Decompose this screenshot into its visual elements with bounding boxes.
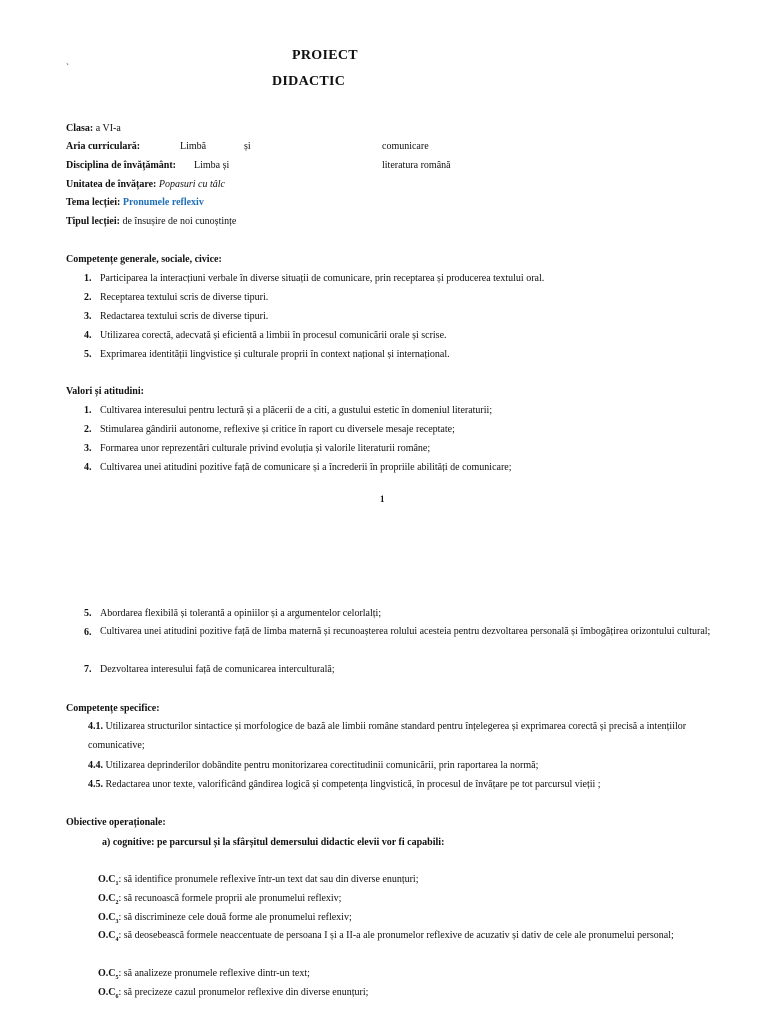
objective-index: 1	[115, 881, 119, 887]
aria-value-1: Limbă	[180, 141, 207, 152]
objective-text: : să deosebească formele neaccentuate de persoana I și a II-a ale pronumelor reflexive de acuzativ și dativ de cele ale pronumelui personal;	[118, 930, 674, 941]
list-item-text: Exprimarea identității lingvistice și culturale proprii în context național și internațional.	[100, 349, 450, 360]
objective-index: 2	[115, 900, 119, 906]
list-item-text: Cultivarea interesului pentru lectură și a plăcerii de a citi, a gustului estetic în domeniul literaturii;	[100, 405, 493, 416]
list-item-text: Redactarea textului scris de diverse tipuri.	[100, 311, 269, 322]
objective-text: : să recunoască formele proprii ale pronumelui reflexiv;	[118, 893, 342, 904]
list-item-number: 4.5.	[88, 779, 103, 790]
list-item-text: Abordarea flexibilă și tolerantă a opiniilor și a argumentelor celorlalți;	[100, 608, 382, 619]
list-item-text: Utilizarea corectă, adecvată și eficientă a limbii în procesul comunicării orale și scrise.	[100, 330, 447, 341]
disciplina-label: Disciplina de învățământ:	[66, 160, 177, 171]
unitatea-value: Popasuri cu tâlc	[158, 179, 225, 190]
tipul-value: de însușire de noi cunoștințe	[119, 216, 237, 227]
tipul-label: Tipul lecției:	[66, 216, 120, 227]
list-item-number: 3.	[84, 443, 92, 454]
objective-text: : să analizeze pronumele reflexive dintr-un text;	[118, 968, 310, 979]
list-item	[88, 760, 538, 771]
list-item-text: Receptarea textului scris de diverse tipuri.	[100, 292, 269, 303]
list-item-number: 5.	[84, 608, 92, 619]
list-item-number: 5.	[84, 349, 92, 360]
objective-code: O.C	[98, 874, 116, 885]
clasa-value: a VI-a	[93, 123, 121, 134]
stray-mark: `	[66, 62, 69, 72]
list-item-text: Dezvoltarea interesului față de comunicarea interculturală;	[100, 664, 335, 675]
tema-label: Tema lecției:	[66, 197, 121, 208]
tema-line	[66, 197, 204, 208]
list-item-text: Stimularea gândirii autonome, reflexive și critice în raport cu diversele mesaje receptate;	[100, 424, 455, 435]
obiective-heading: Obiective operaționale:	[66, 817, 166, 828]
title-line-2: DIDACTIC	[272, 74, 346, 89]
list-item-number: 4.	[84, 462, 92, 473]
page-number: 1	[380, 494, 385, 504]
aria-label: Aria curriculară:	[66, 141, 141, 152]
list-item	[88, 779, 601, 790]
objective-text: : să discrimineze cele două forme ale pronumelui reflexiv;	[118, 912, 352, 923]
list-item-number: 1.	[84, 405, 92, 416]
list-item-number: 4.	[84, 330, 92, 341]
objective-item	[98, 968, 310, 981]
list-item-text: Formarea unor reprezentări culturale privind evoluția și valorile literaturii române;	[100, 443, 431, 454]
objective-code: O.C	[98, 912, 116, 923]
list-item-text: Utilizarea structurilor sintactice și morfologice de bază ale limbii române standard pentru înțelegerea și exprimarea corectă și precisă a intențiilor comunicative;	[88, 721, 687, 751]
objective-code: O.C	[98, 968, 116, 979]
list-item-text: Redactarea unor texte, valorificând gândirea logică și competența lingvistică, în procesul de învățare pe tot parcursul vieții ;	[103, 779, 601, 790]
clasa-line	[66, 123, 121, 134]
list-item-number: 4.4.	[88, 760, 103, 771]
objective-index: 4	[115, 937, 119, 943]
objective-item	[98, 912, 352, 925]
competente-generale-heading: Competențe generale, sociale, civice:	[66, 254, 222, 265]
competente-specifice-heading: Competențe specifice:	[66, 703, 160, 714]
list-item-text: Participarea la interacțiuni verbale în diverse situații de comunicare, prin receptarea și producerea textului oral.	[100, 273, 545, 284]
objective-text: : să precizeze cazul pronumelor reflexive din diverse enunțuri;	[118, 987, 369, 998]
aria-value-3: comunicare	[382, 141, 429, 152]
objective-index: 3	[115, 919, 119, 925]
objective-code: O.C	[98, 893, 116, 904]
tipul-line	[66, 216, 236, 227]
objective-index: 6	[115, 994, 119, 1000]
list-item-number: 2.	[84, 292, 92, 303]
list-item-text: Cultivarea unei atitudini pozitive față de comunicare și a încrederii în propriile abilități de comunicare;	[100, 462, 512, 473]
objective-index: 5	[115, 975, 119, 981]
disciplina-value-2: literatura română	[382, 160, 451, 171]
tema-value: Pronumele reflexiv	[122, 197, 204, 208]
list-item-number: 2.	[84, 424, 92, 435]
clasa-label: Clasa:	[66, 123, 94, 134]
unitatea-label: Unitatea de învățare:	[66, 179, 157, 190]
objective-item	[98, 927, 708, 950]
aria-value-2: și	[244, 141, 251, 152]
unitatea-line	[66, 179, 225, 190]
list-item-number: 3.	[84, 311, 92, 322]
objective-item	[98, 874, 418, 887]
disciplina-value-1: Limba și	[194, 160, 230, 171]
list-item-number: 6.	[84, 627, 92, 638]
objective-item	[98, 893, 341, 906]
objective-code: O.C	[98, 930, 116, 941]
objective-code: O.C	[98, 987, 116, 998]
list-item-number: 7.	[84, 664, 92, 675]
list-item-text: Utilizarea deprinderilor dobândite pentru monitorizarea corectitudinii comunicării, prin raportarea la normă;	[103, 760, 539, 771]
title-line-1: PROIECT	[292, 48, 358, 63]
valori-heading: Valori și atitudini:	[66, 386, 144, 397]
list-item-text: Cultivarea unei atitudini pozitive față de limba maternă și recunoașterea rolului acesteia pentru dezvoltarea personală și îmbogățirea orizontului cultural;	[100, 626, 711, 637]
list-item	[88, 718, 738, 755]
objective-item	[98, 987, 368, 1000]
list-item-number: 1.	[84, 273, 92, 284]
obiective-subheading: a) cognitive: pe parcursul și la sfârșitul demersului didactic elevii vor fi capabili:	[102, 837, 445, 848]
objective-text: : să identifice pronumele reflexive într-un text dat sau din diverse enunțuri;	[118, 874, 419, 885]
list-item-number: 4.1.	[88, 721, 103, 732]
